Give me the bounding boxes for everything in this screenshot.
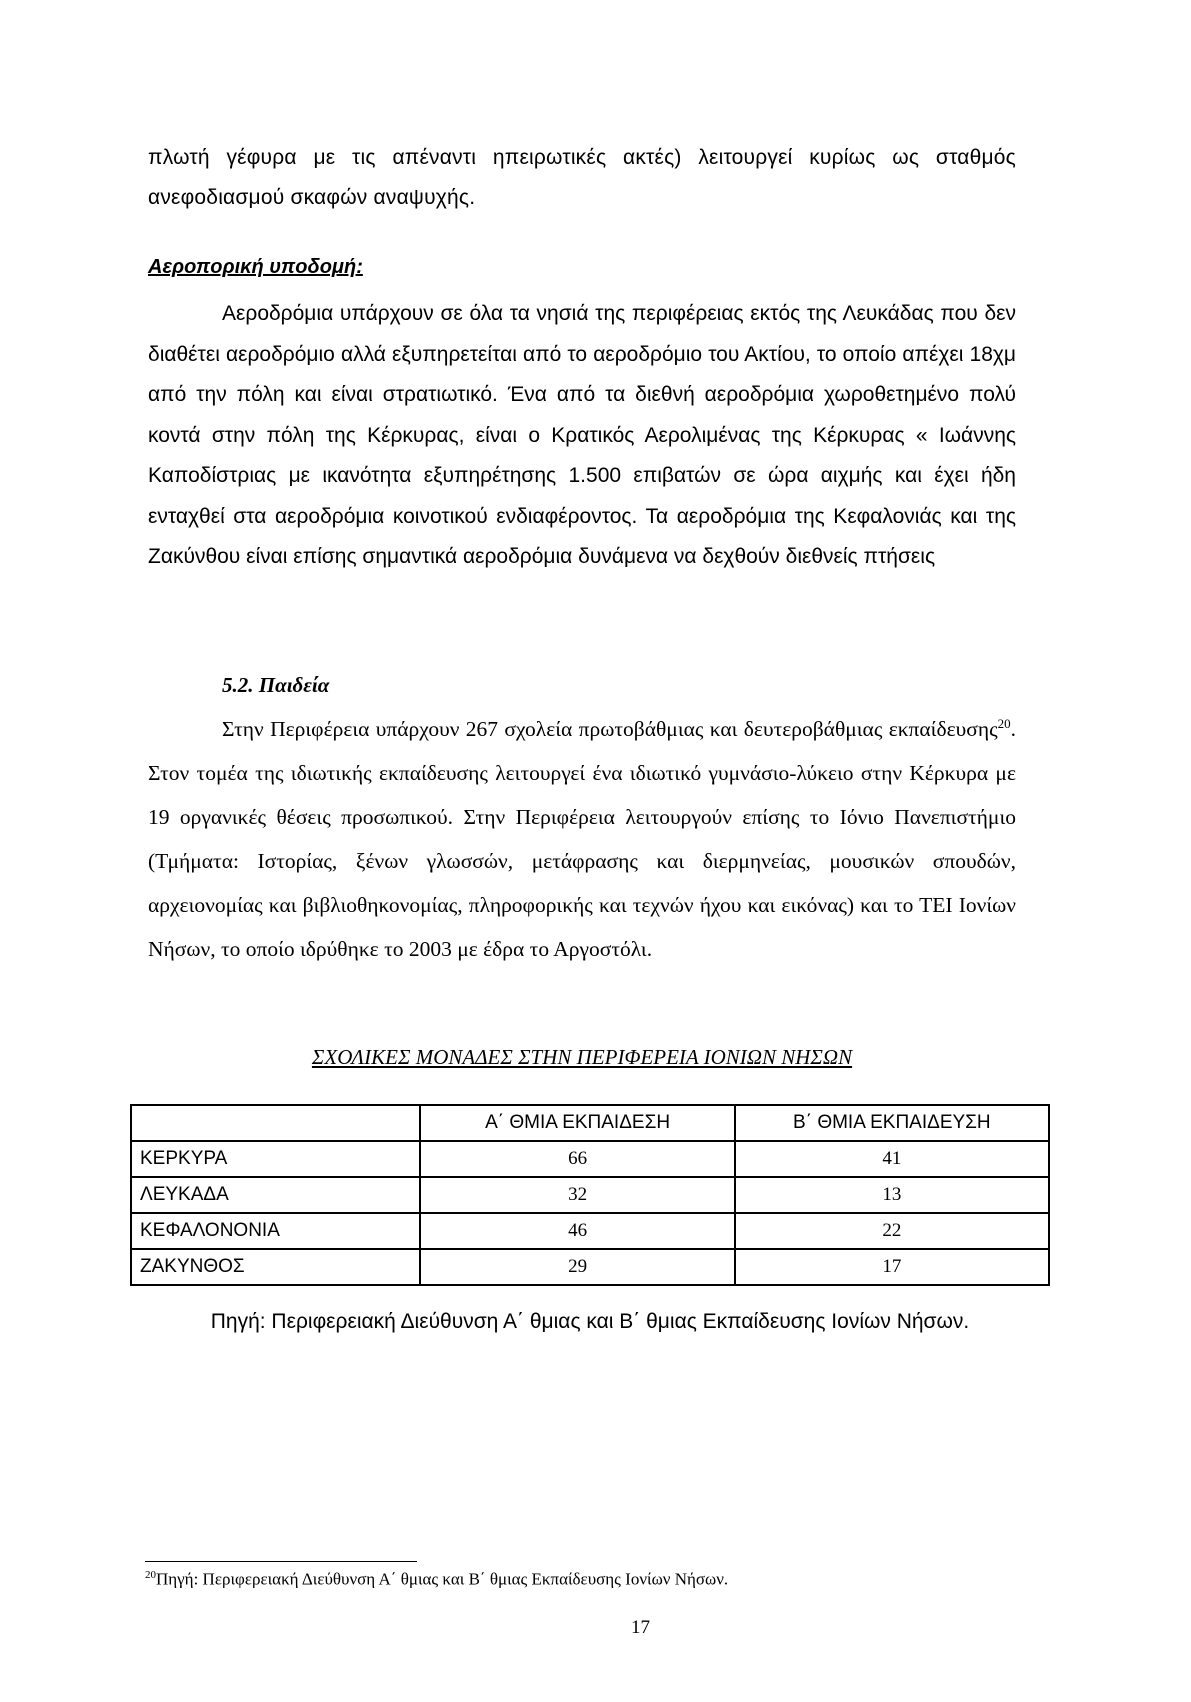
air-infrastructure-paragraph: Αεροδρόμια υπάρχουν σε όλα τα νησιά της περιφέρειας εκτός της Λευκάδας που δεν διαθέτει αεροδρόμιο αλλά εξυπηρετείται από το αεροδρόμιο του Ακτίου, το οποίο απέχει 18χμ από την πόλη και είναι στρατιωτικό. Ένα από τα διεθνή αεροδρόμια χωροθετημένο πολύ κοντά στην πόλη της Κέρκυρας, είναι ο Κρατικός Αερολιμένας της Κέρκυρας « Ιωάννης Καποδίστριας με ικανότητα εξυπηρέτησης 1.500 επιβατών σε ώρα αιχμής και έχει ήδη ενταχθεί στα αεροδρόμια κοινοτικού ενδιαφέροντος. Τα αεροδρόμια της Κεφαλονιάς και της Ζακύνθου είναι επίσης σημαντικά αεροδρόμια δυνάμενα να δεχθούν διεθνείς πτήσεις <box>148 302 1016 568</box>
row-primary: 66 <box>420 1141 734 1177</box>
footnote-number: 20 <box>145 1569 156 1581</box>
footnote-ref: 20 <box>997 715 1011 731</box>
table-row <box>131 1213 1049 1249</box>
row-secondary: 17 <box>735 1249 1049 1285</box>
row-primary: 32 <box>420 1177 734 1213</box>
header-primary: Α΄ ΘΜΙΑ ΕΚΠΑΙΔΕΣΗ <box>420 1105 734 1141</box>
row-name: ΚΕΦΑΛΟΝΟΝΙΑ <box>131 1213 420 1249</box>
row-primary: 29 <box>420 1249 734 1285</box>
header-empty <box>131 1105 420 1141</box>
page-number: 17 <box>631 1617 650 1638</box>
school-units-table <box>130 1104 1050 1286</box>
table-source: Πηγή: Περιφερειακή Διεύθυνση Α΄ θμιας και Β΄ θμιας Εκπαίδευσης Ιονίων Νήσων. <box>210 1310 970 1333</box>
table-row <box>131 1141 1049 1177</box>
table-header-row <box>131 1105 1049 1141</box>
footnote-text: Πηγή: Περιφερειακή Διεύθυνση Α΄ θμιας και Β΄ θμιας Εκπαίδευσης Ιονίων Νήσων. <box>156 1569 729 1589</box>
education-text-b: . Στον τομέα της ιδιωτικής εκπαίδευσης λειτουργεί ένα ιδιωτικό γυμνάσιο-λύκειο στην Κέρκυρα με 19 οργανικές θέσεις προσωπικού. Στην Περιφέρεια λειτουργούν επίσης το Ιόνιο Πανεπιστήμιο (Τμήματα: Ιστορίας, ξένων γλωσσών, μετάφρασης και διερμηνείας, μουσικών σπουδών, αρχειονομίας και βιβλιοθηκονομίας, πληροφορικής και τεχνών ήχου και εικόνας) και το ΤΕΙ Ιονίων Νήσων, το οποίο ιδρύθηκε το 2003 με έδρα το Αργοστόλι. <box>148 717 1016 961</box>
education-text-a: Στην Περιφέρεια υπάρχουν 267 σχολεία πρωτοβάθμιας και δευτεροβάθμιας εκπαίδευσης <box>222 717 998 741</box>
intro-line-1: πλωτή γέφυρα με τις απέναντι ηπειρωτικές ακτές) λειτουργεί κυρίως ως σταθμός <box>148 146 1016 169</box>
row-secondary: 22 <box>735 1213 1049 1249</box>
footnote-separator <box>145 1561 417 1562</box>
row-secondary: 41 <box>735 1141 1049 1177</box>
row-name: ΖΑΚΥΝΘΟΣ <box>131 1249 420 1285</box>
table-title: ΣΧΟΛΙΚΕΣ ΜΟΝΑΔΕΣ ΣΤΗΝ ΠΕΡΙΦΕΡΕΙΑ ΙΟΝΙΩΝ ΝΗΣΩΝ <box>311 1045 853 1069</box>
intro-paragraph <box>148 138 1016 218</box>
table-row <box>131 1249 1049 1285</box>
row-primary: 46 <box>420 1213 734 1249</box>
table-row <box>131 1177 1049 1213</box>
education-heading: 5.2. Παιδεία <box>222 673 330 697</box>
air-infrastructure-heading: Αεροπορική υποδομή: <box>148 256 363 278</box>
footnote <box>145 1569 728 1590</box>
header-secondary: Β΄ ΘΜΙΑ ΕΚΠΑΙΔΕΥΣΗ <box>735 1105 1049 1141</box>
row-name: ΚΕΡΚΥΡΑ <box>131 1141 420 1177</box>
row-secondary: 13 <box>735 1177 1049 1213</box>
education-paragraph <box>148 707 1016 971</box>
intro-line-2: ανεφοδιασμού σκαφών αναψυχής. <box>148 186 476 209</box>
row-name: ΛΕΥΚΑΔΑ <box>131 1177 420 1213</box>
